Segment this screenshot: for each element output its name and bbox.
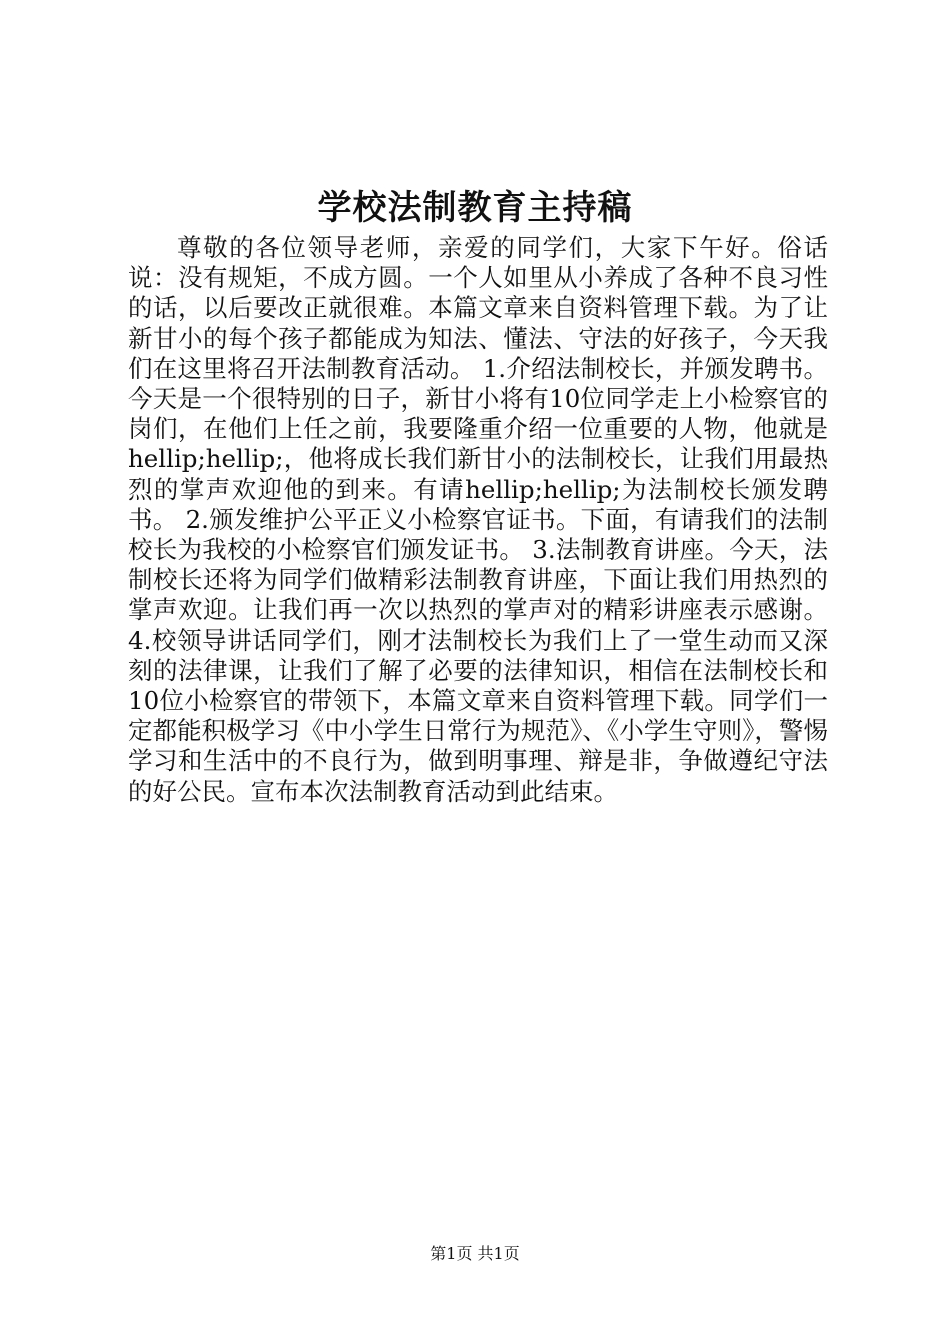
page-footer: 第1页 共1页 bbox=[430, 1244, 520, 1263]
document-title: 学校法制教育主持稿 bbox=[317, 188, 633, 228]
document-body: 尊敬的各位领导老师，亲爱的同学们，大家下午好。俗话说：没有规矩，不成方圆。一个人如里从小养成了各种不良习性的话，以后要改正就很难。本篇文章来自资料管理下载。为了让新甘小的每个孩子都能成为知法、懂法、守法的好孩子，今天我们在这里将召开法制教育活动。 1.介绍法制校长，并颁发聘书。今天是一个很特别的日子，新甘小将有10位同学走上小检察官的岗们，在他们上任之前，我要隆重介绍一位重要的人物，他就是hellip;hellip;，他将成长我们新甘小的法制校长，让我们用最热烈的掌声欢迎他的到来。有请hellip;hellip;为法制校长颁发聘书。 2.颁发维护公平正义小检察官证书。下面，有请我们的法制校长为我校的小检察官们颁发证书。 3.法制教育讲座。今天，法制校长还将为同学们做精彩法制教育讲座，下面让我们用热烈的掌声欢迎。让我们再一次以热烈的掌声对的精彩讲座表示感谢。 4.校领导讲话同学们，刚才法制校长为我们上了一堂生动而又深刻的法律课，让我们了解了必要的法律知识，相信在法制校长和10位小检察官的带领下，本篇文章来自资料管理下载。同学们一定都能积极学习《中小学生日常行为规范》、《小学生守则》，警惕学习和生活中的不良行为，做到明事理、辩是非，争做遵纪守法的好公民。宣布本次法制教育活动到此结束。 bbox=[128, 233, 828, 806]
